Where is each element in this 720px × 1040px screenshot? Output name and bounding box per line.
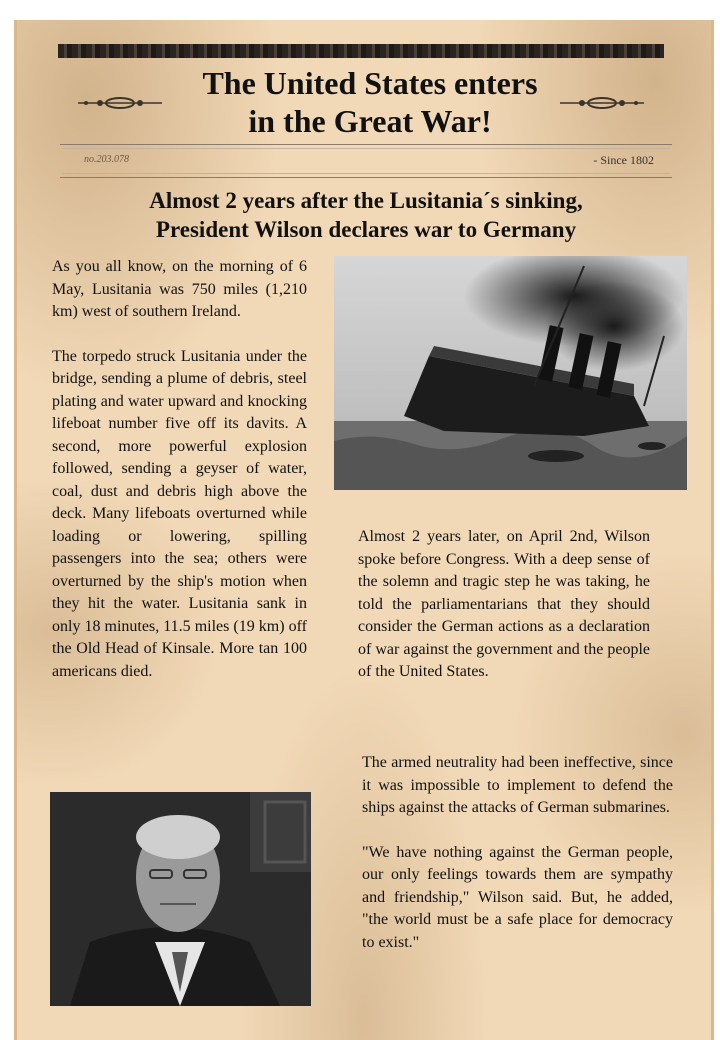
right-article-column-top [358, 526, 650, 706]
headline [130, 64, 610, 140]
subheadline-line-2: President Wilson declares war to Germany [155, 217, 577, 242]
wilson-portrait-photo [50, 792, 311, 1006]
since-year: - Since 1802 [593, 153, 654, 167]
subheadline-line-1: Almost 2 years after the Lusitania´s sinking, [149, 188, 583, 213]
lusitania-sinking-photo [334, 256, 687, 490]
left-paragraph-1: As you all know, on the morning of 6 May, Lusitania was 750 miles (1,210 km) west of southern Ireland. [52, 258, 307, 320]
issue-info-bar [60, 144, 672, 178]
subheadline [60, 186, 672, 244]
headline-line-1: The United States enters [202, 65, 538, 101]
right-paragraph-3: "We have nothing against the German people, our only feelings towards them are sympathy and friendship," Wilson said. But, he added, "the world must be a safe place for democracy to exist." [362, 843, 673, 951]
left-article-column [52, 256, 307, 705]
right-article-column-bottom [362, 752, 673, 976]
right-paragraph-2: The armed neutrality had been ineffective, since it was impossible to implement to defend the ships against the attacks of German submarines. [362, 754, 673, 816]
right-paragraph-1: Almost 2 years later, on April 2nd, Wilson spoke before Congress. With a deep sense of the solemn and tragic step he was taking, he told the parliamentarians that they should consider the German actions as a declaration of war against the government and the people of the United States. [358, 528, 650, 680]
headline-line-2: in the Great War! [248, 103, 492, 139]
left-paragraph-2: The torpedo struck Lusitania under the bridge, sending a plume of debris, steel plating and water upward and knocking lifeboat number five off its davits. A second, more powerful explosion followed, sending a geyser of water, coal, dust and debris high above the deck. Many lifeboats overturned while loading or lowering, spilling passengers into the sea; others were overturned by the ship's motion when they hit the water. Lusitania sank in only 18 minutes, 11.5 miles (19 km) off the Old Head of Kinsale. More tan 100 americans died. [52, 347, 307, 680]
masthead-rule [58, 44, 664, 58]
issue-number: no.203.078 [84, 154, 129, 165]
